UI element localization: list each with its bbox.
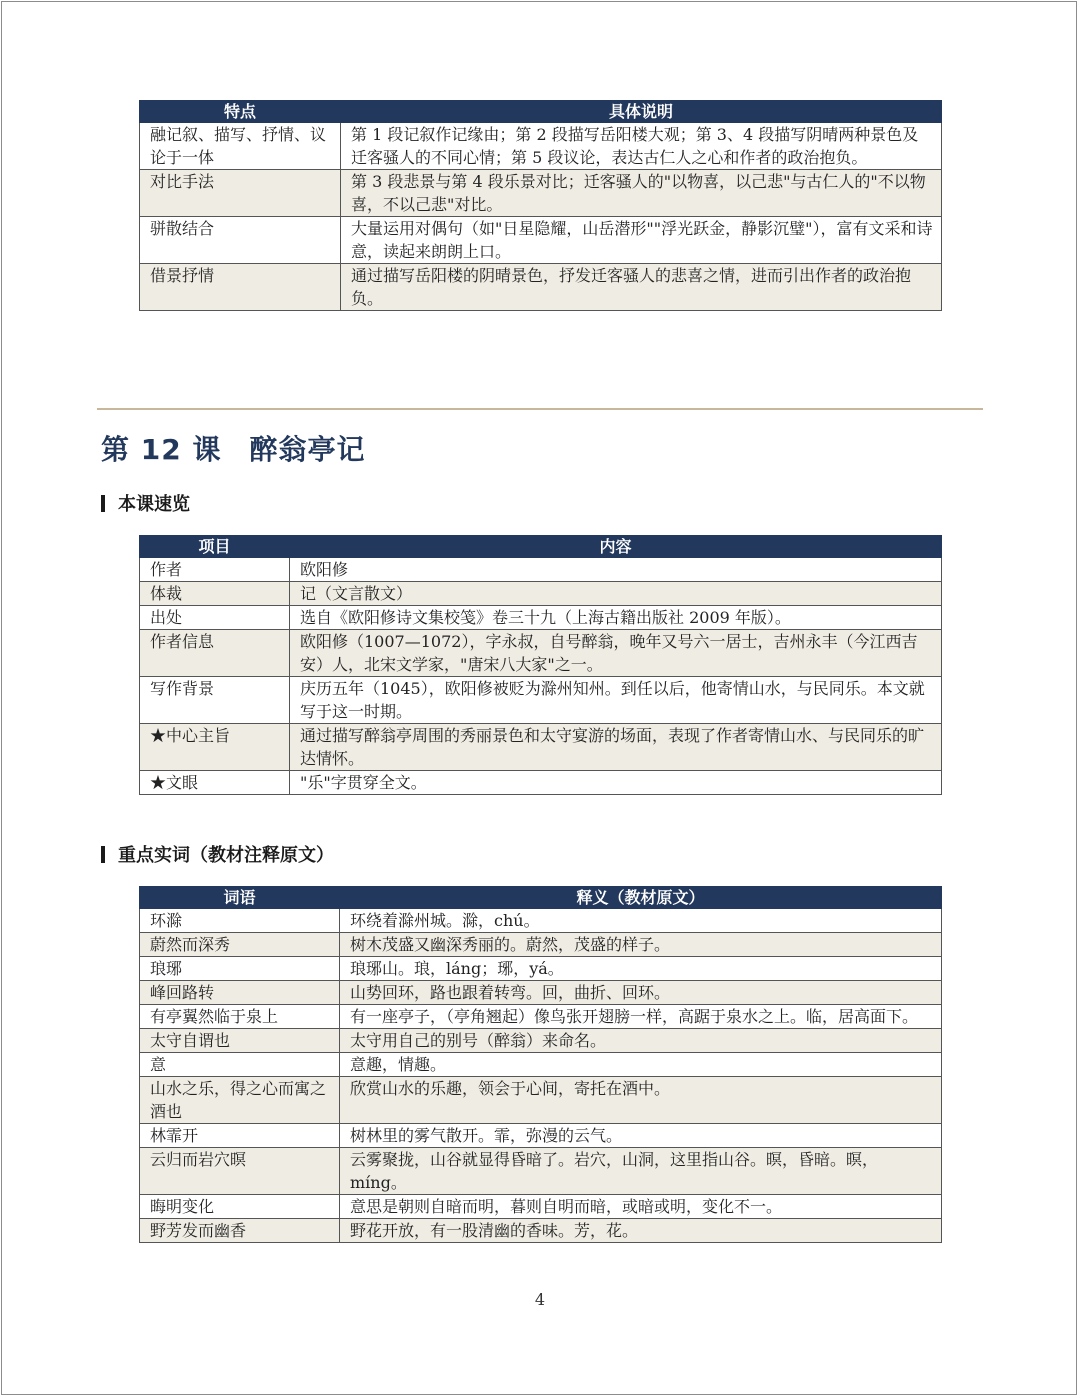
table-row [140, 1148, 942, 1195]
column-header: 释义（教材原文） [340, 887, 942, 909]
row-label-cell: 出处 [140, 606, 290, 630]
row-value-cell: 云雾聚拢，山谷就显得昏暗了。岩穴，山洞，这里指山谷。暝，昏暗。暝，míng。 [340, 1148, 942, 1195]
row-label-cell: 晦明变化 [140, 1195, 340, 1219]
column-header: 特点 [140, 101, 341, 123]
lesson-number: 第 12 课 [101, 433, 222, 466]
row-value-cell: 环绕着滁州城。滁，chú。 [340, 909, 942, 933]
row-label-cell: 琅琊 [140, 957, 340, 981]
row-label-cell: 野芳发而幽香 [140, 1219, 340, 1243]
column-header: 词语 [140, 887, 340, 909]
column-header: 项目 [140, 536, 290, 558]
row-label-cell: 体裁 [140, 582, 290, 606]
row-value-cell: 通过描写醉翁亭周围的秀丽景色和太守宴游的场面，表现了作者寄情山水、与民同乐的旷达情怀。 [290, 724, 942, 771]
row-label-cell: 作者信息 [140, 630, 290, 677]
row-value-cell: "乐"字贯穿全文。 [290, 771, 942, 795]
row-value-cell: 欧阳修 [290, 558, 942, 582]
overview-table [139, 535, 942, 795]
table-row [140, 217, 942, 264]
table-row [140, 771, 942, 795]
row-label-cell: 环滁 [140, 909, 340, 933]
section-divider [97, 408, 983, 410]
row-value-cell: 庆历五年（1045），欧阳修被贬为滁州知州。到任以后，他寄情山水，与民同乐。本文就写于这一时期。 [290, 677, 942, 724]
section-title: 重点实词（教材注释原文） [118, 845, 334, 866]
table-row [140, 630, 942, 677]
row-value-cell: 意趣，情趣。 [340, 1053, 942, 1077]
row-label-cell: ★文眼 [140, 771, 290, 795]
row-value-cell: 意思是朝则自暗而明，暮则自明而暗，或暗或明，变化不一。 [340, 1195, 942, 1219]
row-label-cell: 作者 [140, 558, 290, 582]
row-label-cell: ★中心主旨 [140, 724, 290, 771]
table-row [140, 981, 942, 1005]
row-value-cell: 第 1 段记叙作记缘由；第 2 段描写岳阳楼大观；第 3、4 段描写阴晴两种景色及迁客骚人的不同心情；第 5 段议论，表达古仁人之心和作者的政治抱负。 [341, 123, 942, 170]
column-header: 具体说明 [341, 101, 942, 123]
section-marker [101, 846, 105, 863]
features-table [139, 100, 942, 311]
page-number: 4 [534, 1290, 546, 1309]
row-value-cell: 山势回环，路也跟着转弯。回，曲折、回环。 [340, 981, 942, 1005]
table-row [140, 957, 942, 981]
column-header: 内容 [290, 536, 942, 558]
table-header-row [140, 887, 942, 909]
table-row [140, 1005, 942, 1029]
row-value-cell: 树林里的雾气散开。霏，弥漫的云气。 [340, 1124, 942, 1148]
table-row [140, 909, 942, 933]
table-row [140, 606, 942, 630]
table-row [140, 1124, 942, 1148]
row-label-cell: 写作背景 [140, 677, 290, 724]
table-row [140, 582, 942, 606]
table-row [140, 264, 942, 311]
table-row [140, 724, 942, 771]
lesson-title: 醉翁亭记 [249, 433, 366, 466]
table-row [140, 677, 942, 724]
row-value-cell: 欧阳修（1007—1072），字永叔，自号醉翁，晚年又号六一居士，吉州永丰（今江西吉安）人，北宋文学家，"唐宋八大家"之一。 [290, 630, 942, 677]
row-label-cell: 太守自谓也 [140, 1029, 340, 1053]
row-value-cell: 欣赏山水的乐趣，领会于心间，寄托在酒中。 [340, 1077, 942, 1124]
table-row [140, 1029, 942, 1053]
row-label-cell: 云归而岩穴暝 [140, 1148, 340, 1195]
table-row [140, 1053, 942, 1077]
row-value-cell: 有一座亭子，（亭角翘起）像鸟张开翅膀一样，高踞于泉水之上。临，居高面下。 [340, 1005, 942, 1029]
row-label-cell: 峰回路转 [140, 981, 340, 1005]
row-value-cell: 野花开放，有一股清幽的香味。芳，花。 [340, 1219, 942, 1243]
row-value-cell: 选自《欧阳修诗文集校笺》卷三十九（上海古籍出版社 2009 年版）。 [290, 606, 942, 630]
row-label-cell: 山水之乐，得之心而寓之酒也 [140, 1077, 340, 1124]
row-label-cell: 骈散结合 [140, 217, 341, 264]
row-value-cell: 第 3 段悲景与第 4 段乐景对比；迁客骚人的"以物喜，以己悲"与古仁人的"不以物喜，不以己悲"对比。 [341, 170, 942, 217]
section-heading-vocabulary [101, 841, 334, 867]
table-header-row [140, 101, 942, 123]
row-value-cell: 太守用自己的别号（醉翁）来命名。 [340, 1029, 942, 1053]
row-label-cell: 有亭翼然临于泉上 [140, 1005, 340, 1029]
row-value-cell: 记（文言散文） [290, 582, 942, 606]
vocabulary-table [139, 886, 942, 1243]
row-value-cell: 琅琊山。琅，láng；琊，yá。 [340, 957, 942, 981]
table-header-row [140, 536, 942, 558]
row-label-cell: 融记叙、描写、抒情、议论于一体 [140, 123, 341, 170]
table-row [140, 558, 942, 582]
table-row [140, 123, 942, 170]
section-heading-overview [101, 490, 190, 516]
lesson-heading [101, 428, 365, 468]
row-value-cell: 大量运用对偶句（如"日星隐耀，山岳潜形""浮光跃金，静影沉璧"），富有文采和诗意，读起来朗朗上口。 [341, 217, 942, 264]
row-value-cell: 通过描写岳阳楼的阴晴景色，抒发迁客骚人的悲喜之情，进而引出作者的政治抱负。 [341, 264, 942, 311]
section-marker [101, 495, 105, 512]
row-label-cell: 蔚然而深秀 [140, 933, 340, 957]
row-label-cell: 借景抒情 [140, 264, 341, 311]
row-value-cell: 树木茂盛又幽深秀丽的。蔚然，茂盛的样子。 [340, 933, 942, 957]
table-row [140, 1195, 942, 1219]
table-row [140, 1077, 942, 1124]
row-label-cell: 意 [140, 1053, 340, 1077]
section-title: 本课速览 [118, 494, 190, 515]
table-row [140, 933, 942, 957]
row-label-cell: 林霏开 [140, 1124, 340, 1148]
table-row [140, 170, 942, 217]
table-row [140, 1219, 942, 1243]
row-label-cell: 对比手法 [140, 170, 341, 217]
